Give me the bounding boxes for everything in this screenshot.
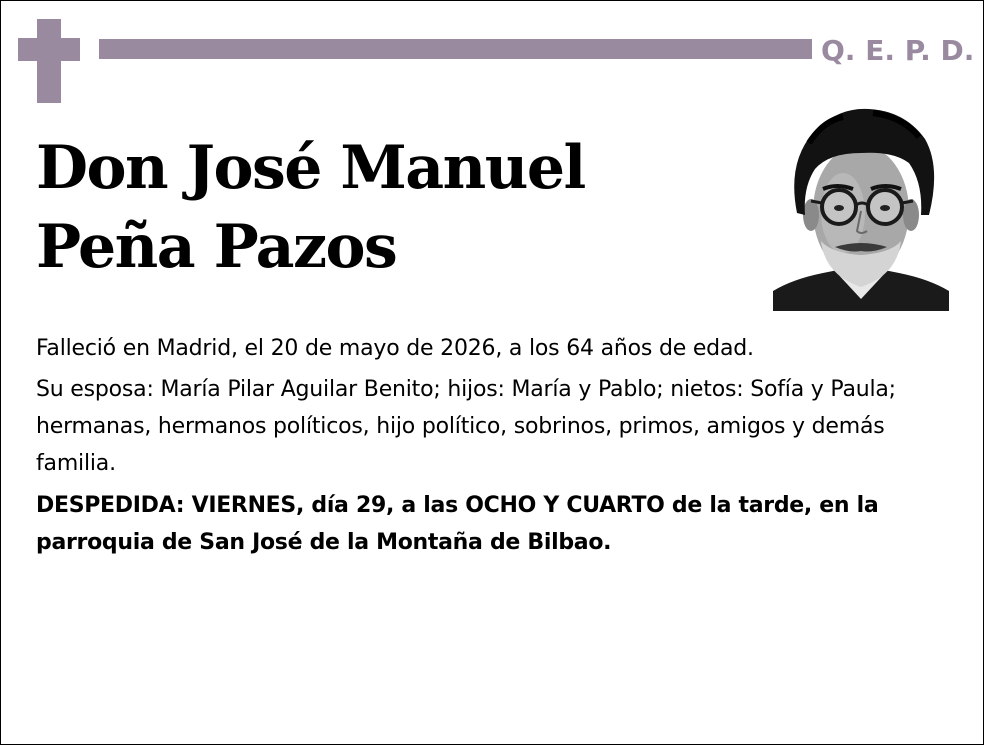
portrait-image — [773, 103, 949, 311]
deceased-name-line2: Peña Pazos — [36, 212, 397, 282]
cross-icon — [37, 19, 61, 103]
death-notice: Falleció en Madrid, el 20 de mayo de 2026, a los 64 años de edad. — [36, 336, 754, 361]
family-list: Su esposa: María Pilar Aguilar Benito; hijos: María y Pablo; nietos: Sofía y Paula; hermanas, hermanos políticos, hijo político, sobrinos, primos, amigos y demás familia. — [36, 377, 896, 476]
cross-icon-bar — [18, 38, 80, 61]
portrait-photo — [773, 103, 949, 311]
farewell-notice: DESPEDIDA: VIERNES, día 29, a las OCHO Y CUARTO de la tarde, en la parroquia de San José de la Montaña de Bilbao. — [36, 493, 879, 555]
deceased-name-line1: Don José Manuel — [36, 133, 585, 203]
header-rule — [99, 39, 812, 59]
deceased-name — [36, 129, 736, 287]
qepd-label: Q. E. P. D. — [821, 34, 975, 67]
